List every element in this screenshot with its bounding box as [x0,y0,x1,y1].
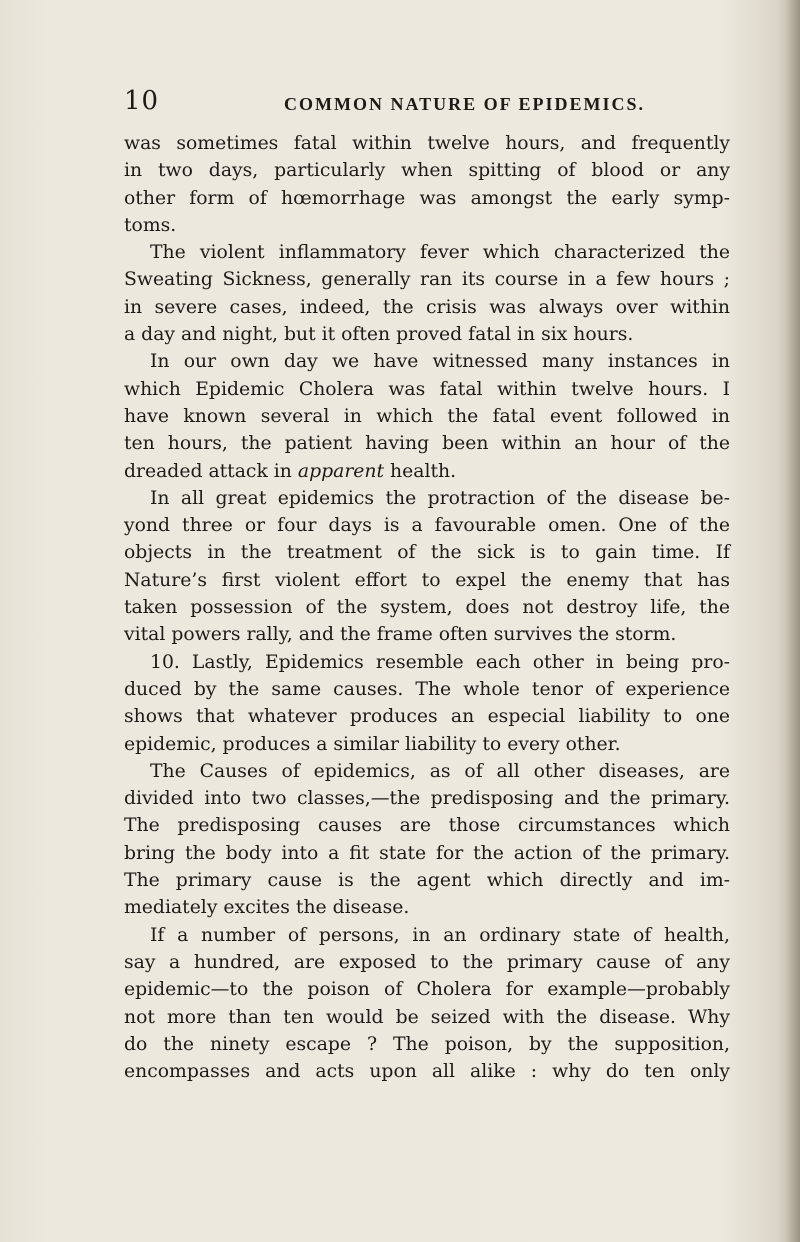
text-line: epidemic—to the poison of Cholera for example—probably [124,979,730,1001]
text-line: The predisposing causes are those circumstances which [124,815,730,837]
text-line: toms. [124,214,177,236]
text-line: was sometimes fatal within twelve hours, and frequently [124,133,730,154]
text-line: The primary cause is the agent which directly and im- [124,870,730,892]
text-line: which Epidemic Cholera was fatal within twelve hours. I [124,378,730,400]
text-line: have known several in which the fatal event followed in [124,405,730,427]
text-line: The Causes of epidemics, as of all other diseases, are [150,760,730,782]
body-text [124,130,730,1085]
text-line: do the ninety escape ? The poison, by the supposition, [124,1033,730,1055]
text-line: in severe cases, indeed, the crisis was always over within [124,296,730,318]
italic-word: apparent [297,460,385,482]
text-line: Sweating Sickness, generally ran its course in a few hours ; [124,269,730,291]
text-line: In our own day we have witnessed many instances in [150,351,730,373]
text-line: Nature’s first violent effort to expel the enemy that has [124,569,730,591]
text-line: say a hundred, are exposed to the primary cause of any [124,951,730,973]
text-line: epidemic, produces a similar liability to every other. [124,733,621,755]
page-header [0,86,800,126]
text-line: The violent inflammatory fever which characterized the [150,242,730,264]
text-line [124,458,730,485]
text-line: ten hours, the patient having been within an hour of the [124,433,730,455]
text-line: bring the body into a fit state for the action of the primary. [124,842,730,864]
running-title: COMMON NATURE OF EPIDEMICS. [284,94,645,114]
text-line: vital powers rally, and the frame often survives the storm. [124,624,677,646]
page-edge-shadow [786,0,800,1242]
text-line: in two days, particularly when spitting of blood or any [124,160,730,182]
text-line: yond three or four days is a favourable omen. One of the [124,515,730,537]
text-line: mediately excites the disease. [124,897,410,919]
text-line: a day and night, but it often proved fatal in six hours. [124,324,634,346]
text-line: In all great epidemics the protraction of the disease be- [150,487,730,509]
text-line: shows that whatever produces an especial liability to one [124,706,730,728]
text-line: not more than ten would be seized with the disease. Why [124,1006,730,1028]
text-line: objects in the treatment of the sick is to gain time. If [124,542,730,564]
text-line: 10. Lastly, Epidemics resemble each other in being pro- [150,651,730,673]
text-line: encompasses and acts upon all alike : why do ten only [124,1061,730,1083]
text-line: If a number of persons, in an ordinary state of health, [150,924,730,946]
text-line: taken possession of the system, does not destroy life, the [124,597,730,619]
text-line-before: dreaded attack in [124,460,298,482]
text-line: divided into two classes,—the predisposing and the primary. [124,788,730,810]
text-line: other form of hœmorrhage was amongst the early symp- [124,187,730,209]
page-number: 10 [124,86,160,116]
text-line-after: health. [384,460,457,482]
text-line: duced by the same causes. The whole tenor of experience [124,678,730,700]
